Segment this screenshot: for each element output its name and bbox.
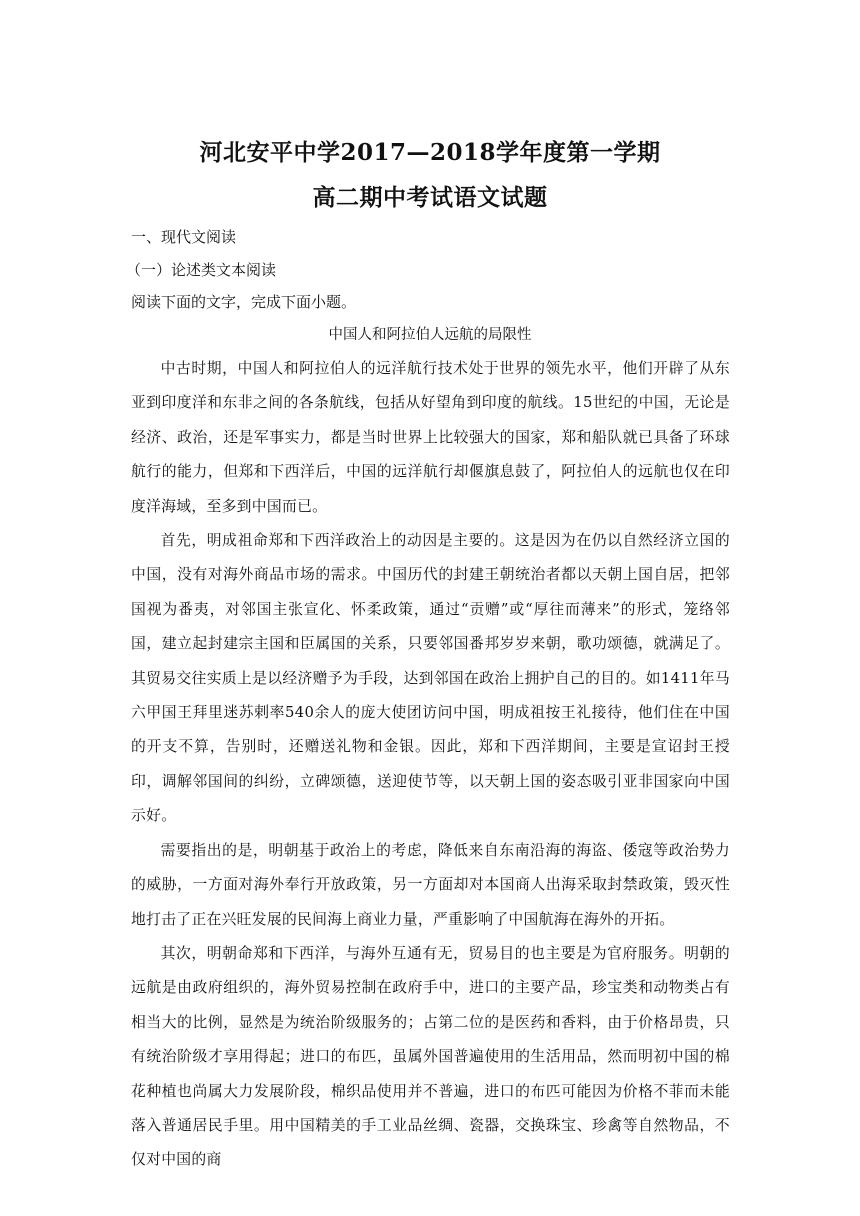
- article-paragraph-2: 首先，明成祖命郑和下西洋政治上的动因是主要的。这是因为在仍以自然经济立国的中国，没有对海外商品市场的需求。中国历代的封建王朝统治者都以天朝上国自居，把邻国视为番夷，对邻国主张宣化、怀柔政策，通过“贡赠”或“厚往而薄来”的形式，笼络邻国，建立起封建宗主国和臣属国的关系，只要邻国番邦岁岁来朝，歌功颂德，就满足了。其贸易交往实质上是以经济赠予为手段，达到邻国在政治上拥护自己的目的。如1411年马六甲国王拜里迷苏剌率540余人的庞大使团访问中国，明成祖按王礼接待，他们住在中国的开支不算，告别时，还赠送礼物和金银。因此，郑和下西洋期间，主要是宣诏封王授印，调解邻国间的纠纷，立碑颂德，送迎使节等，以天朝上国的姿态吸引亚非国家向中国示好。: [131, 532, 730, 825]
- article-title: 中国人和阿拉伯人远航的局限性: [328, 327, 532, 343]
- exam-title-line-1: 河北安平中学2017—2018学年度第一学期: [199, 139, 661, 166]
- article-paragraph-4: 其次，明朝命郑和下西洋，与海外互通有无，贸易目的也主要是为官府服务。明朝的远航是由政府组织的，海外贸易控制在政府手中，进口的主要产品，珍宝类和动物类占有相当大的比例，显然是为统治阶级服务的；占第二位的是医药和香料，由于价格昂贵，只有统治阶级才享用得起；进口的布匹，虽属外国普遍使用的生活用品，然而明初中国的棉花种植也尚属大力发展阶段，棉织品使用并不普遍，进口的布匹可能因为价格不菲而未能落入普通居民手里。用中国精美的手工业品丝绸、瓷器，交换珠宝、珍禽等自然物品，不仅对中国的商: [131, 944, 730, 1169]
- section-heading: 一、现代文阅读: [131, 228, 237, 246]
- instruction-text: 阅读下面的文字，完成下面小题。: [131, 293, 357, 311]
- article-paragraph-1: 中古时期，中国人和阿拉伯人的远洋航行技术处于世界的领先水平，他们开辟了从东亚到印度洋和东非之间的各条航线，包括从好望角到印度的航线。15世纪的中国，无论是经济、政治，还是军事实力，都是当时世界上比较强大的国家，郑和船队就已具备了环球航行的能力，但郑和下西洋后，中国的远洋航行却偃旗息鼓了，阿拉伯人的远航也仅在印度洋海域，至多到中国而已。: [131, 360, 730, 515]
- article-paragraph-3: 需要指出的是，明朝基于政治上的考虑，降低来自东南沿海的海盗、倭寇等政治势力的威胁，一方面对海外奉行开放政策，另一方面却对本国商人出海采取封禁政策，毁灭性地打击了正在兴旺发展的民间海上商业力量，严重影响了中国航海在海外的开拓。: [131, 841, 730, 928]
- article-body: [131, 352, 730, 1178]
- exam-title-line-2: 高二期中考试语文试题: [312, 184, 548, 211]
- subsection-heading: （一）论述类文本阅读: [126, 261, 277, 279]
